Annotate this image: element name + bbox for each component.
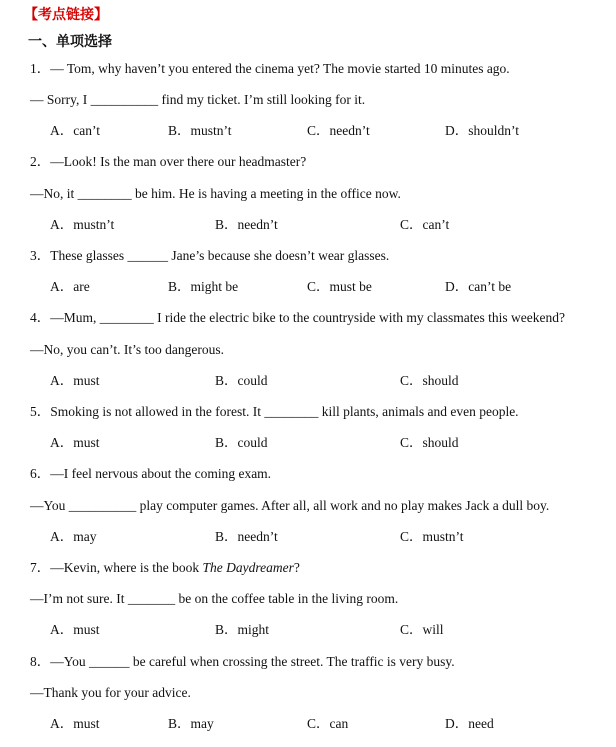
question-3-option-c: C．must be	[307, 279, 372, 294]
question-5-option-b: B．could	[215, 435, 268, 450]
question-5-option-c: C．should	[400, 435, 459, 450]
question-7-option-c: C．will	[400, 622, 444, 637]
question-7-line1: 7．—Kevin, where is the book The Daydreamer?	[30, 560, 300, 575]
question-6-option-b: B．needn’t	[215, 529, 278, 544]
question-2-option-c: C．can’t	[400, 217, 450, 232]
question-4-option-c: C．should	[400, 373, 459, 388]
question-5-option-a: A．must	[50, 435, 100, 450]
question-8-option-b: B．may	[168, 716, 214, 731]
question-1-line2: — Sorry, I __________ find my ticket. I’m still looking for it.	[30, 92, 366, 107]
question-7-line2: —I’m not sure. It _______ be on the coffee table in the living room.	[30, 591, 399, 606]
question-6-line1: 6．—I feel nervous about the coming exam.	[30, 466, 272, 481]
question-6-line2: —You __________ play computer games. After all, all work and no play makes Jack a dull boy.	[30, 498, 550, 513]
book-title: The Daydreamer	[202, 560, 294, 575]
section-tag: 【考点链接】	[24, 7, 108, 23]
question-7-option-b: B．might	[215, 622, 270, 637]
question-8-option-c: C．can	[307, 716, 349, 731]
question-3-line1: 3．These glasses ______ Jane’s because she doesn’t wear glasses.	[30, 248, 390, 263]
question-8-line1: 8．—You ______ be careful when crossing the street. The traffic is very busy.	[30, 654, 455, 669]
question-1-option-b: B．mustn’t	[168, 123, 232, 138]
question-1-option-c: C．needn’t	[307, 123, 370, 138]
question-1-line1: 1．— Tom, why haven’t you entered the cinema yet? The movie started 10 minutes ago.	[30, 61, 510, 76]
question-2-line1: 2．—Look! Is the man over there our headmaster?	[30, 154, 307, 169]
question-6-option-c: C．mustn’t	[400, 529, 464, 544]
question-8-line2: —Thank you for your advice.	[30, 685, 191, 700]
question-3-option-d: D．can’t be	[445, 279, 512, 294]
question-4-option-a: A．must	[50, 373, 100, 388]
question-8-option-a: A．must	[50, 716, 100, 731]
question-2-line2: —No, it ________ be him. He is having a meeting in the office now.	[30, 186, 401, 201]
question-7-option-a: A．must	[50, 622, 100, 637]
question-1-option-a: A．can’t	[50, 123, 100, 138]
question-8-option-d: D．need	[445, 716, 494, 731]
question-4-option-b: B．could	[215, 373, 268, 388]
question-5-line1: 5．Smoking is not allowed in the forest. It ________ kill plants, animals and even people.	[30, 404, 519, 419]
question-6-option-a: A．may	[50, 529, 97, 544]
question-3-option-b: B．might be	[168, 279, 239, 294]
question-4-line2: —No, you can’t. It’s too dangerous.	[30, 342, 224, 357]
question-2-option-b: B．needn’t	[215, 217, 278, 232]
section-title: 一、单项选择	[28, 34, 112, 50]
question-4-line1: 4．—Mum, ________ I ride the electric bike to the countryside with my classmates this weekend?	[30, 310, 566, 325]
question-2-option-a: A．mustn’t	[50, 217, 115, 232]
question-3-option-a: A．are	[50, 279, 90, 294]
question-1-option-d: D．shouldn’t	[445, 123, 520, 138]
